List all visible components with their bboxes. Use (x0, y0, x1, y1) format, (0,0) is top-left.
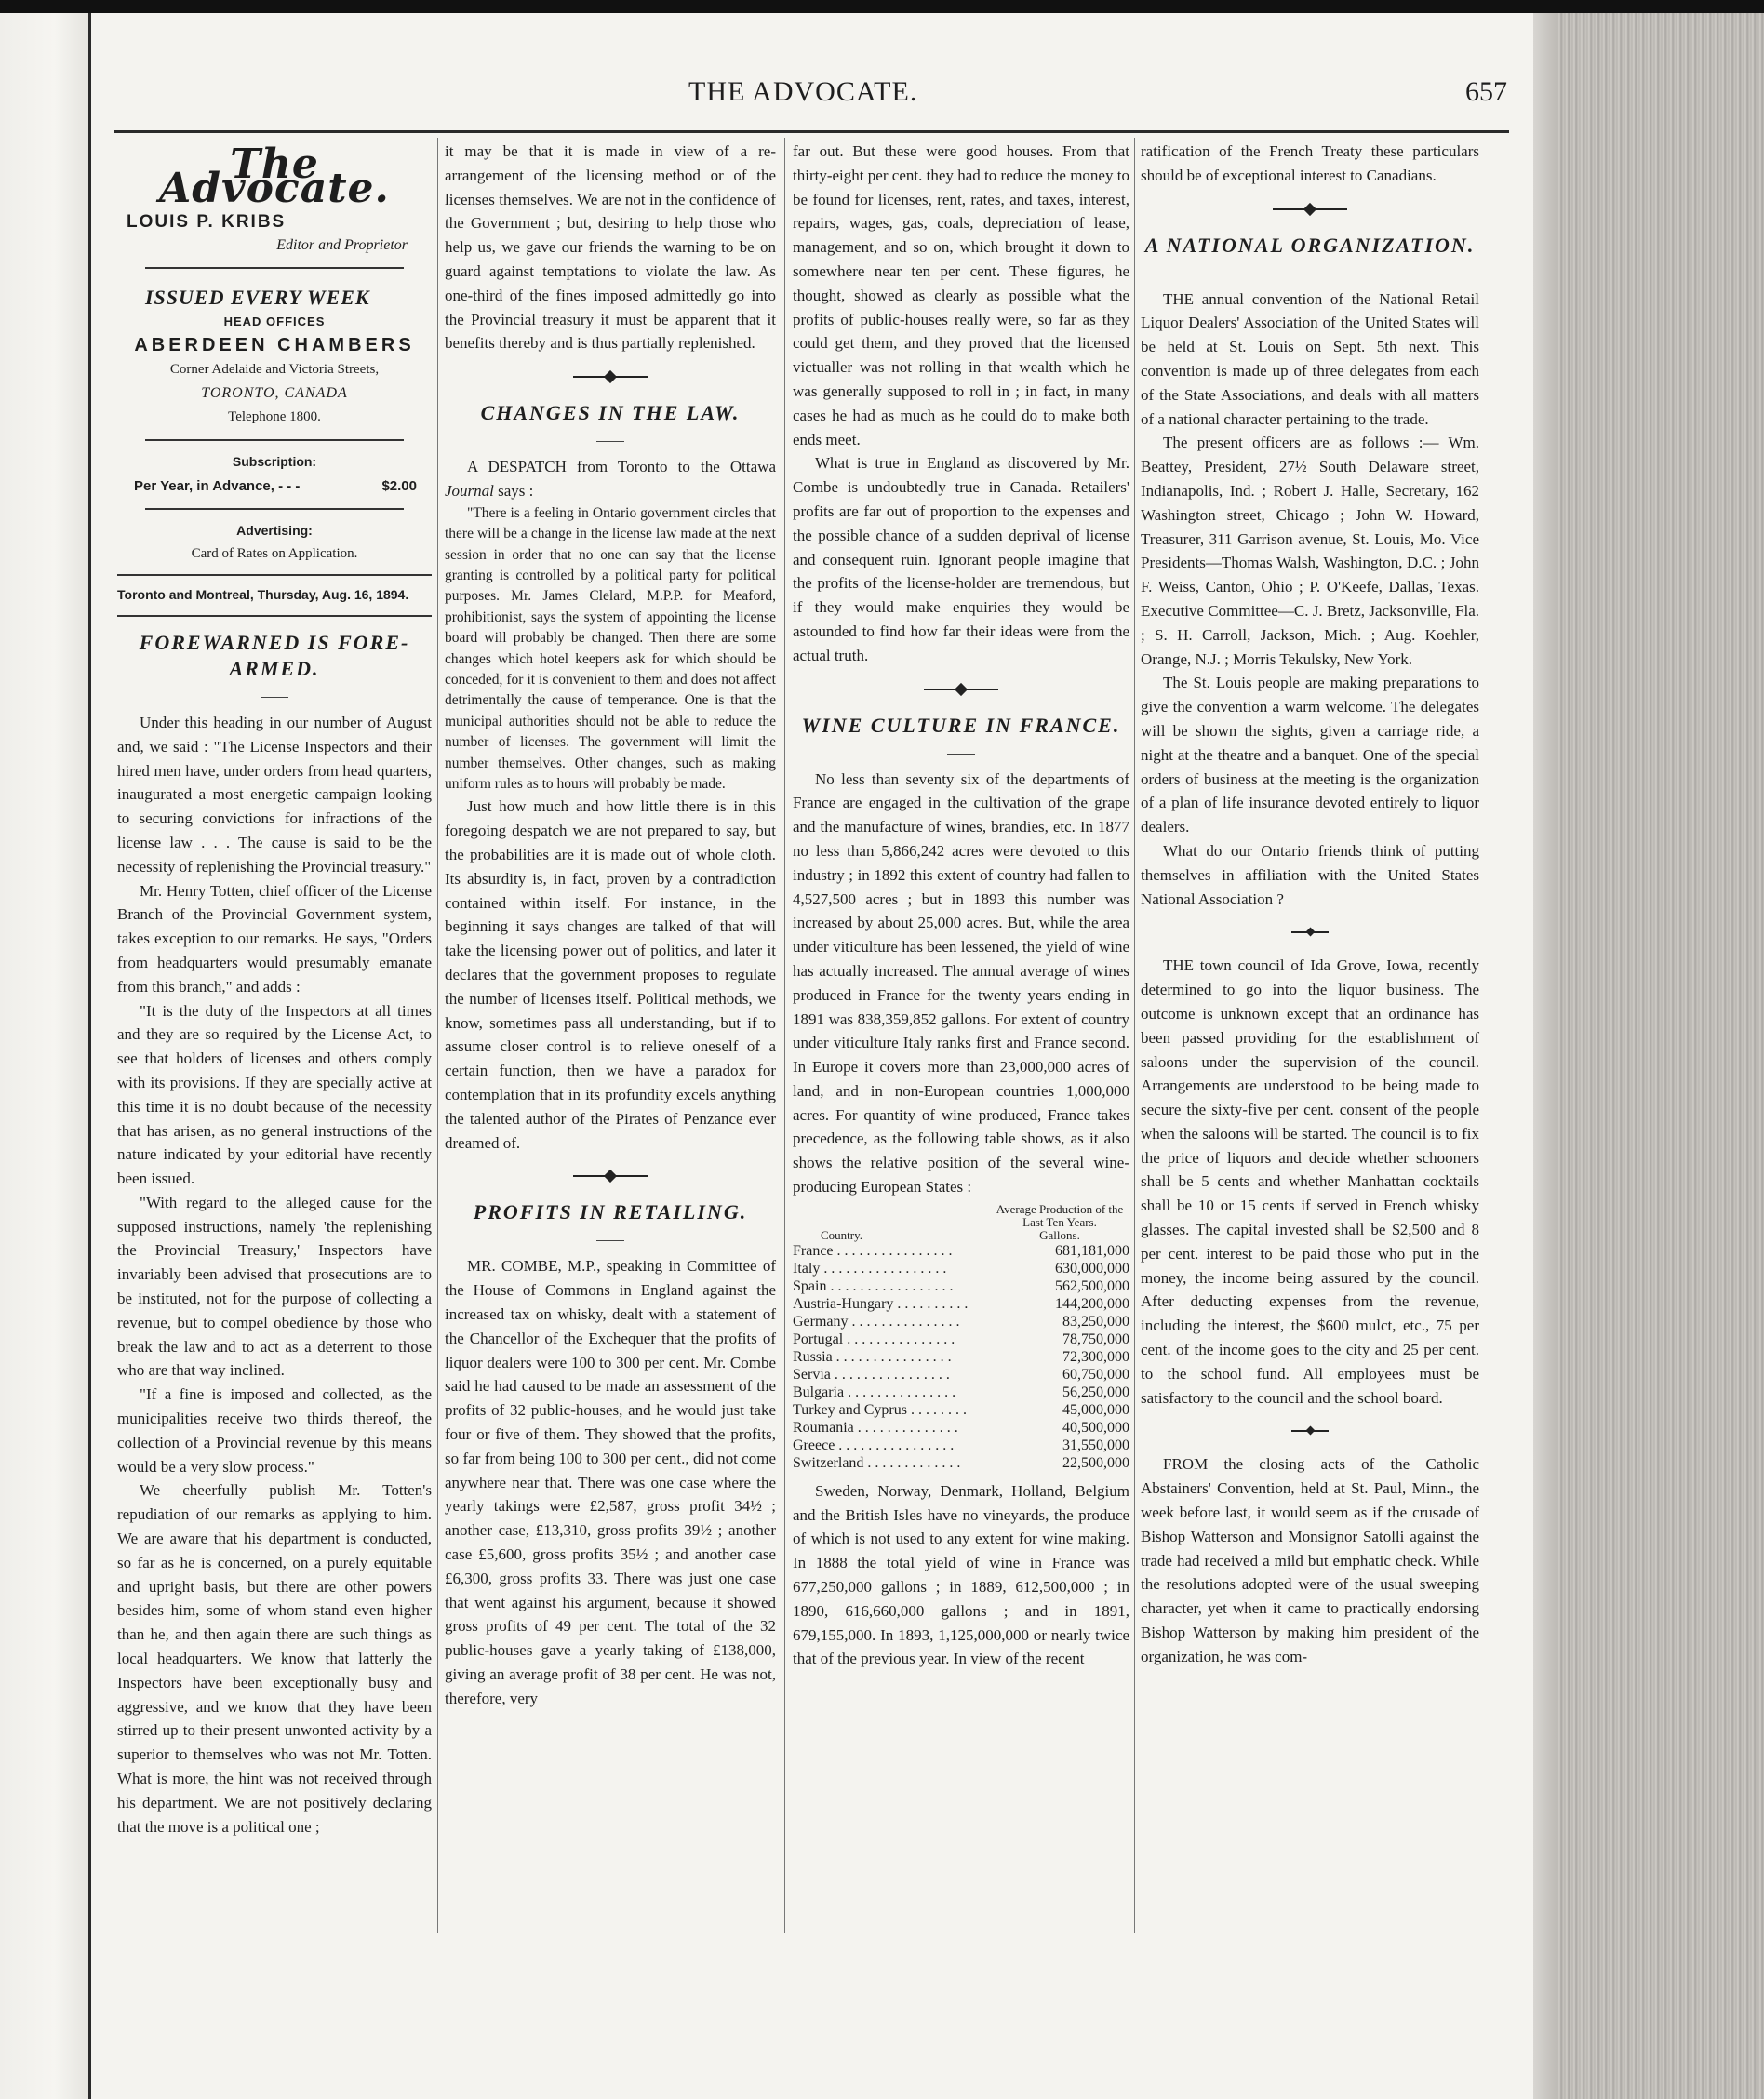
table-row (793, 1295, 1129, 1313)
wine-production-table (793, 1242, 1129, 1472)
column-3 (793, 140, 1129, 1671)
column-rule-3 (1134, 138, 1135, 1933)
table-cell-country: Bulgaria . . . . . . . . . . . . . . . (793, 1384, 956, 1400)
text-run: annual convention of the National Retail Liquor Dealers' Association of the United States will be held at St. Louis on Sept. 5th next. This convention is made up of three delegates from each of the State Associations, and deals with all matters of a national character pertaining to the trade. (1141, 289, 1479, 428)
table-cell-country: Roumania . . . . . . . . . . . . . . (793, 1419, 958, 1436)
table-row (793, 1454, 1129, 1472)
table-cell-gallons: 40,500,000 (1062, 1419, 1129, 1436)
column-1 (117, 140, 432, 1838)
scan-top-border (0, 0, 1764, 13)
table-cell-gallons: 56,250,000 (1062, 1384, 1129, 1400)
paragraph-combe (445, 1254, 776, 1710)
paragraph: No less than seventy six of the departments of France are engaged in the cultivation of the grape and the manufacture of wines, brandies, etc. In 1877 no less than 5,866,242 acres were devoted to this industry ; in 1892 this extent of country had fallen to 4,527,500 acres ; but in 1893 this number was increased by about 25,000 acres. But, while the area under viticulture has been lessened, the yield of wine has actually increased. The annual average of wines produced in France for the twenty years ending in 1891 was 838,359,852 gallons. For extent of country under viticulture Italy ranks first and France second. In Europe it covers more than 23,000,000 acres of land, and in non-European countries 1,000,000 acres. For quantity of wine produced, France takes precedence, as the following table shows, as it also shows the relative position of the several wine-producing European States : (793, 769, 1129, 1197)
table-row (793, 1437, 1129, 1454)
table-row (793, 1242, 1129, 1260)
paragraph: "With regard to the alleged cause for the supposed instructions, namely 'the replenishing the Provincial Treasury,' Inspectors have invariably been advised that prosecutions are to be instituted, not for the purpose of collecting a revenue, but to compel obedience by those who break the law and to act as a deterrent to those who are that way inclined. (117, 1193, 432, 1380)
table-cell-country: Germany . . . . . . . . . . . . . . . (793, 1313, 960, 1330)
journal-name: Journal (445, 481, 494, 500)
paragraph: ratification of the French Treaty these particulars should be of exceptional interest to Canadians. (1141, 142, 1479, 184)
masthead-rule-2 (145, 439, 404, 441)
column-2 (445, 140, 776, 1711)
header-rule (114, 130, 1509, 133)
paragraph: The St. Louis people are making preparations to give the convention a warm welcome. The delegates will be shown the sights, given a carriage ride, a night at the theatre and a banquet. One of the special orders of business at the meeting is the organization of a plan of life insurance devoted entirely to liquor dealers. (1141, 674, 1479, 836)
paragraph: far out. But these were good houses. From that thirty-eight per cent. they had to reduce the money to be found for licenses, rent, rates, and taxes, interest, repairs, wages, gas, coals, depreciation of lease, management, and so on, which brought it down to somewhere near ten per cent. These figures, he thought, showed as clearly as possible what the profits of public-houses really were, so far as they could get them, and they proved that the licensed victualler was not rolling in that wealth which he was generally supposed to roll in ; in fact, in many cases he had as much as he could do to make both ends meet. (793, 142, 1129, 448)
table-cell-gallons: 630,000,000 (1055, 1260, 1129, 1277)
paragraph: "If a fine is imposed and collected, as the municipalities receive two thirds thereof, the collection of a Provincial revenue by this means would be a very slow process." (117, 1385, 432, 1476)
column-4 (1141, 140, 1479, 1669)
heading-dash (596, 441, 624, 442)
table-cell-gallons: 144,200,000 (1055, 1295, 1129, 1312)
article-heading-profits: PROFITS IN RETAILING. (473, 1200, 748, 1224)
subscription-terms: Per Year, in Advance, - - - (134, 477, 301, 494)
head-offices: HEAD OFFICES (223, 314, 326, 328)
paragraph: The present officers are as follows :— Wm. Beattey, President, 27½ South Delaware street, Indianapolis, Ind. ; Robert J. Halle, Secretary, 162 Washington street, Chicago ; John W. Howard, Treasurer, 311 Garrison avenue, St. Louis, Mo. Vice Presidents—Thomas Walsh, Washington, D.C. ; John F. Weiss, Canton, Ohio ; P. O'Keefe, Dallas, Texas. Executive Committee—C. J. Bretz, Jacksonville, Fla. ; S. H. Carroll, Jackson, Mich. ; Aug. Koehler, Orange, N.J. ; Morris Tekulsky, New York. (1141, 434, 1479, 668)
masthead-rule (145, 267, 404, 269)
table-row (793, 1277, 1129, 1295)
table-row (793, 1384, 1129, 1401)
running-title: THE ADVOCATE. (688, 76, 918, 107)
table-row (793, 1419, 1129, 1437)
lead-words: THE (1163, 956, 1195, 975)
table-cell-country: Spain . . . . . . . . . . . . . . . . . (793, 1277, 954, 1294)
paragraph: Sweden, Norway, Denmark, Holland, Belgium and the British Isles have no vineyards, the produce of which is not used to any extent for wine making. In 1888 the total yield of wine in France was 677,250,000 gallons ; in 1889, 612,500,000 ; in 1890, 616,660,000 gallons ; and in 1891, 679,155,000. In 1893, 1,125,000,000 or nearly twice that of the previous year. In view of the recent (793, 1481, 1129, 1668)
text-run: town council of Ida Grove, Iowa, recently determined to go into the liquor business. The outcome is unknown except that an ordinance has been passed providing for the establishment of saloons under the supervision of the council. Arrangements are understood to be being made to secure the sixty-five per cent. consent of the people when the saloons will be started. The council is to fix the price of liquors and decide whether schooners shall be 5 cents and whether Manhattan cocktails shall be 10 or 15 cents if served in French whisky glasses. The capital invested shall be $2,500 and 8 per cent. interest to be paid those who put in the money, the income being assured by the council. After deducting expenses from the revenue, including the interest, the $600 mulct, etc., 75 per cent. of the income goes to the city and 25 per cent. to the school fund. All employees must be satisfactory to the council and the school board. (1141, 956, 1479, 1407)
table-cell-country: Russia . . . . . . . . . . . . . . . . (793, 1348, 952, 1365)
table-cell-gallons: 45,000,000 (1062, 1401, 1129, 1418)
heading-dash (947, 754, 975, 755)
lead-words: A DESPATCH (467, 458, 567, 476)
table-row (793, 1366, 1129, 1384)
subscription-line (117, 475, 432, 499)
table-row (793, 1313, 1129, 1330)
section-ornament (445, 1166, 776, 1186)
table-cell-country: Italy . . . . . . . . . . . . . . . . . (793, 1260, 947, 1277)
book-page-edges (1533, 13, 1764, 2099)
paragraph-despatch (445, 455, 776, 503)
section-ornament (1141, 1421, 1479, 1441)
paragraph-ida-grove (1141, 954, 1479, 1410)
lead-words: MR. COMBE (467, 1257, 558, 1276)
lead-words: THE (1163, 289, 1195, 308)
page-edge-shadow (1533, 13, 1557, 2099)
advertising-label: Advertising: (236, 522, 313, 538)
left-page-edge (88, 13, 91, 2099)
dateline: Toronto and Montreal, Thursday, Aug. 16, 1894. (117, 587, 409, 603)
heading-dash (261, 697, 288, 698)
telephone-line: Telephone 1800. (228, 409, 321, 425)
table-row (793, 1401, 1129, 1419)
running-header (112, 76, 1507, 114)
editor-role: Editor and Proprietor (276, 237, 408, 254)
table-cell-gallons: 681,181,000 (1055, 1242, 1129, 1259)
paragraph: What do our Ontario friends think of putting themselves in affiliation with the United States National Association ? (1141, 841, 1479, 908)
table-cell-gallons: 22,500,000 (1062, 1454, 1129, 1471)
section-ornament (793, 679, 1129, 700)
article-heading-wine: WINE CULTURE IN FRANCE. (801, 713, 1121, 737)
editor-name: LOUIS P. KRIBS (127, 211, 287, 232)
section-ornament (445, 367, 776, 387)
page-number: 657 (1465, 76, 1507, 107)
table-row (793, 1348, 1129, 1366)
table-cell-gallons: 31,550,000 (1062, 1437, 1129, 1453)
table-cell-gallons: 60,750,000 (1062, 1366, 1129, 1383)
subscription-price: $2.00 (381, 477, 417, 494)
heading-dash (596, 1240, 624, 1241)
text-run: the closing acts of the Catholic Abstainers' Convention, held at St. Paul, Minn., the week before last, it would seem as if the crusade of Bishop Watterson and Monsignor Satolli against the trade had received a mild but emphatic check. While the resolutions adopted were of the usual sweeping character, yet when it came to practically endorsing Bishop Watterson by making him president of the organization, he was com- (1141, 1455, 1479, 1665)
table-cell-country: Turkey and Cyprus . . . . . . . . (793, 1401, 967, 1418)
column-header-production (990, 1203, 1129, 1242)
table-cell-gallons: 83,250,000 (1062, 1313, 1129, 1330)
paragraph: Mr. Henry Totten, chief officer of the License Branch of the Provincial Government system, takes exception to our remarks. He says, "Orders from headquarters would presumably emanate from this branch," and adds : (117, 881, 432, 996)
table-cell-country: Greece . . . . . . . . . . . . . . . . (793, 1437, 955, 1453)
masthead-rule-4 (117, 574, 432, 576)
paragraph-convention (1141, 287, 1479, 432)
wine-table-header (793, 1203, 1129, 1242)
paragraph-abstainers (1141, 1452, 1479, 1668)
table-cell-country: Austria-Hungary . . . . . . . . . . (793, 1295, 969, 1312)
masthead-title: The Advocate. (159, 140, 390, 212)
paragraph: What is true in England as discovered by Mr. Combe is undoubtedly true in Canada. Retailers' profits are far out of proportion to the expenses and the possible chance of a sudden deprival of license and consequent ruin. Ignorant people imagine that the profits of the license-holder are tremendous, but if they would make enquiries they would be astounded to find how far their ideas were from the actual truth. (793, 454, 1129, 664)
section-ornament (1141, 199, 1479, 220)
masthead (117, 140, 432, 617)
article-heading-forewarned: FOREWARNED IS FORE-ARMED. (139, 630, 410, 680)
text-run: , M.P., speaking in Committee of the House of Commons in England against the increased tax on whisky, dealt with a statement of the Chancellor of the Exchequer that the profits of liquor dealers were 100 to 300 per cent. Mr. Combe said he had caused to be made an assessment of the profits of 32 public-houses, and he would just take four or five of them. They showed that the profits, so far from being 100 to 300 per cent., did not come anywhere near that. There was one case where the yearly takings were £2,587, gross profit 34½ ; another case, £13,310, gross profits 39½ ; another case £5,600, gross profits 35½ ; and another case £6,300, gross profits 33. There was just one case that went against his argument, because it showed gross profits of 49 per cent. The total of the 32 public-houses gave a yearly taking of £138,000, giving an average profit of 38 per cent. He was not, therefore, very (445, 1257, 776, 1707)
column-rule-1 (437, 138, 438, 1933)
city-line: TORONTO, CANADA (201, 385, 348, 402)
table-cell-country: Servia . . . . . . . . . . . . . . . . (793, 1366, 950, 1383)
article-heading-changes: CHANGES IN THE LAW. (480, 401, 741, 425)
text-run: from Toronto to the Ottawa (566, 458, 776, 476)
lead-words: FROM (1163, 1455, 1209, 1474)
text-run: says : (493, 481, 534, 500)
issued-line: ISSUED EVERY WEEK (145, 286, 370, 310)
subscription-label: Subscription: (232, 453, 317, 469)
column-header-country: Country. (821, 1227, 863, 1242)
section-ornament (1141, 922, 1479, 943)
paragraph: "It is the duty of the Inspectors at all times and they are so required by the License Act, to see that holders of licenses and others comply with its provisions. If they are specially active at this time it is no doubt because of the necessity that has arisen, as no general instructions of the nature indicated by your editorial have recently been issued. (117, 1001, 432, 1188)
table-cell-country: France . . . . . . . . . . . . . . . . (793, 1242, 953, 1259)
table-cell-country: Switzerland . . . . . . . . . . . . . (793, 1454, 961, 1471)
column-header-gallons: Gallons. (1039, 1227, 1080, 1242)
quoted-despatch: "There is a feeling in Ontario government circles that there will be a change in the license law made at the next session in order that no one can say that the license granting is controlled by a political party for political purposes. Mr. James Clelard, M.P.P. for Meaford, prohibitionist, says the system of appointing the license board will probably be changed. Then there are some changes which hotel keepers ask for which should be conceded, for it is convenient to them and does not affect detrimentally the cause of temperance. One is that the municipal authorities should not be able to reduce the number of licenses. The government will limit the number themselves. Other changes, such as making uniform rules as to hours will probably be made. (445, 504, 776, 793)
paragraph: it may be that it is made in view of a re-arrangement of the licensing method or of the licenses themselves. We are not in the confidence of the Government ; but, desiring to help those who help us, we gave our friends the warning to be on guard against temptations to violate the law. As one-third of the fines imposed admittedly go into the Provincial treasury it must be apparent that it benefits thereby and is thus partially replenished. (445, 142, 776, 353)
masthead-rule-5 (117, 615, 432, 617)
building-name: ABERDEEN CHAMBERS (134, 334, 415, 355)
table-cell-country: Portugal . . . . . . . . . . . . . . . (793, 1330, 956, 1347)
table-cell-gallons: 562,500,000 (1055, 1277, 1129, 1294)
paragraph: Just how much and how little there is in this foregoing despatch we are not prepared to say, but the probabilities are it is made out of whole cloth. Its absurdity is, in fact, proven by a contradiction contained within itself. For instance, in the beginning it says changes are talked of that will take the licensing power out of politics, and later it declares that the government proposes to regulate the number of licenses itself. Political methods, we know, sometimes pass all understanding, but if to assume closer control is to relieve oneself of a certain function, then we have a paradox for contemplation that in its profundity excels anything the talented author of the Pirates of Penzance ever dreamed of. (445, 797, 776, 1152)
advertising-terms: Card of Rates on Application. (191, 546, 358, 562)
masthead-rule-3 (145, 508, 404, 510)
column-header-average: Average Production of the Last Ten Years. (996, 1201, 1124, 1229)
table-cell-gallons: 72,300,000 (1062, 1348, 1129, 1365)
article-heading-national: A NATIONAL ORGANIZATION. (1144, 233, 1476, 257)
column-rule-2 (784, 138, 785, 1933)
table-row (793, 1260, 1129, 1277)
left-gutter (0, 13, 91, 2099)
address-line: Corner Adelaide and Victoria Streets, (169, 361, 380, 377)
paragraph: We cheerfully publish Mr. Totten's repudiation of our remarks as applying to him. We are aware that his department is conducted, so far as he is concerned, on a purely equitable and upright basis, but there are other powers besides him, some of whom stand even higher than he, and then again there are such things as local headquarters. We know that latterly the Inspectors have been exceptionally busy and aggressive, and we know that they have been stirred up to their present unwonted activity by a superior to themselves who was not Mr. Totten. What is more, the hint was not received through his department. We are not positively declaring that the move is a political one ; (117, 1481, 432, 1836)
table-row (793, 1330, 1129, 1348)
paragraph: Under this heading in our number of August and, we said : "The License Inspectors and their hired men have, under orders from head quarters, inaugurated a most energetic campaign looking to securing convictions for infractions of the license law . . . The cause is said to be the necessity of replenishing the Provincial treasury." (117, 713, 432, 876)
table-cell-gallons: 78,750,000 (1062, 1330, 1129, 1347)
